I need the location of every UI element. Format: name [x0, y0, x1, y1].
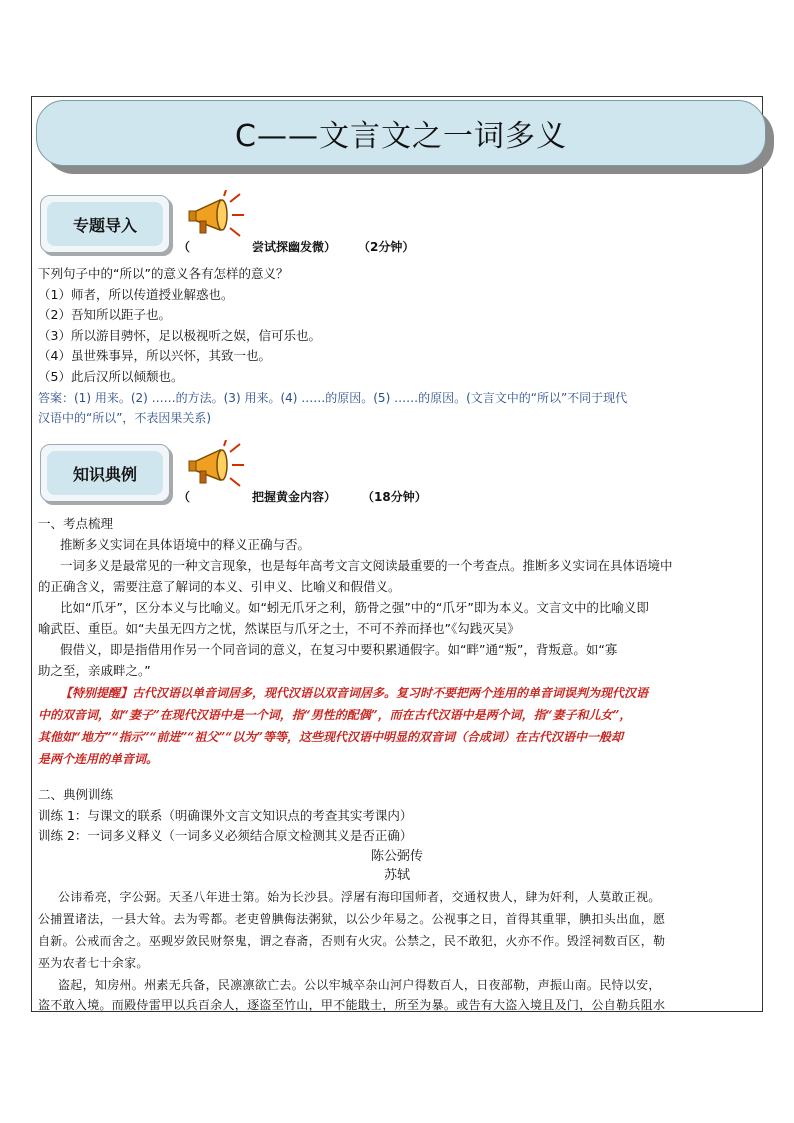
paragraph: 假借义，即是指借用作另一个同音词的意义，在复习中要积累通假字。如“畔”通“叛”，背叛意。如“寡	[60, 642, 618, 657]
passage-line: 盗起，知房州。州素无兵备，民凛凛欲亡去。公以牢城卒杂山河户得数百人，日夜部勒，声振山南。民恃以安，	[58, 978, 661, 992]
passage-title: 陈公弼传	[370, 849, 423, 864]
hint-text: 把握黄金内容）	[252, 490, 337, 504]
paragraph: 一词多义是最常见的一种文言现象，也是每年高考文言文阅读最重要的一个考查点。推断多义实词在具体语境中	[60, 558, 673, 573]
megaphone-icon	[186, 440, 246, 490]
training-item: 训练 1：与课文的联系（明确课外文言文知识点的考查其实考课内）	[38, 808, 413, 823]
page-title: C——文言文之一词多义	[36, 100, 766, 166]
hint-open: （	[178, 490, 191, 504]
passage-line: 巫为农者七十余家。	[38, 956, 149, 970]
section-tag-label: 专题导入	[47, 202, 163, 246]
passage-line: 盗不敢入境。而殿侍雷甲以兵百余人，逐盗至竹山，甲不能戢士，所至为暴。或告有大盗入境且及门，公自勒兵阻水	[38, 998, 666, 1012]
paragraph-cont: 助之至，亲戚畔之。”	[38, 663, 151, 678]
question-item: （2）吾知所以距子也。	[38, 307, 171, 322]
section-tag-label: 知识典例	[47, 451, 163, 495]
passage-line: 公讳希亮，字公弼。天圣八年进士第。始为长沙县。浮屠有海印国师者，交通权贵人，肆为奸利，人莫敢正视。	[58, 890, 661, 904]
hint-time: （2分钟）	[358, 240, 415, 254]
question-item: （3）所以游目骋怀，足以极视听之娱，信可乐也。	[38, 328, 321, 343]
heading-key-points: 一、考点梳理	[38, 516, 114, 531]
special-tip-cont: 其他如“地方”“指示”“前进”“祖父”“以为”等等，这些现代汉语中明显的双音词（合成词）在古代汉语中一般却	[38, 730, 624, 744]
special-tip-cont: 中的双音词，如“妻子”在现代汉语中是一个词，指“男性的配偶”，而在古代汉语中是两个词，指“妻子和儿女”，	[38, 708, 632, 722]
section-tag-intro	[40, 195, 170, 253]
hint-time: （18分钟）	[362, 490, 427, 504]
special-tip: 【特别提醒】古代汉语以单音词居多，现代汉语以双音词居多。复习时不要把两个连用的单音词误判为现代汉语	[60, 686, 649, 700]
question-item: （5）此后汉所以倾颓也。	[38, 369, 184, 384]
hint-text: 尝试探幽发微）	[252, 240, 337, 254]
paragraph: 推断多义实词在具体语境中的释义正确与否。	[60, 537, 311, 552]
question-item: （1）师者，所以传道授业解惑也。	[38, 287, 234, 302]
passage-author: 苏轼	[383, 868, 410, 883]
passage-line: 公捕置诸法，一县大耸。去为雩都。老吏曾腆侮法粥狱，以公少年易之。公视事之日，首得其重罪，腆扣头出血，愿	[38, 912, 666, 926]
hint-open: （	[178, 240, 191, 254]
section-tag-knowledge	[40, 444, 170, 502]
paragraph-cont: 的正确含义，需要注意了解词的本义、引申义、比喻义和假借义。	[38, 579, 401, 594]
special-tip-cont: 是两个连用的单音词。	[38, 752, 159, 766]
paragraph-cont: 喻武臣、重臣。如“夫虽无四方之忧，然谋臣与爪牙之士，不可不养而择也”《勾践灭吴》	[38, 621, 520, 636]
training-item: 训练 2：一词多义释义（一词多义必须结合原文检测其义是否正确）	[38, 828, 413, 843]
question-text: 下列句子中的“所以”的意义各有怎样的意义？	[38, 266, 289, 281]
answer-text: 答案：(1) 用来。(2) ……的方法。(3) 用来。(4) ……的原因。(5) ……的原因。(文言文中的“所以”不同于现代	[38, 391, 628, 405]
paragraph: 比如“爪牙”，区分本义与比喻义。如“蚓无爪牙之利，筋骨之强”中的“爪牙”即为本义。文言文中的比喻义即	[60, 600, 649, 615]
answer-text-cont: 汉语中的“所以”，不表因果关系)	[38, 411, 212, 425]
megaphone-icon	[186, 190, 246, 240]
heading-training: 二、典例训练	[38, 787, 114, 802]
passage-line: 自新。公戒而舍之。巫觋岁敛民财祭鬼，谓之春斋，否则有火灾。公禁之，民不敢犯，火亦不作。毁淫祠数百区，勒	[38, 934, 666, 948]
question-item: （4）虽世殊事异，所以兴怀，其致一也。	[38, 348, 271, 363]
